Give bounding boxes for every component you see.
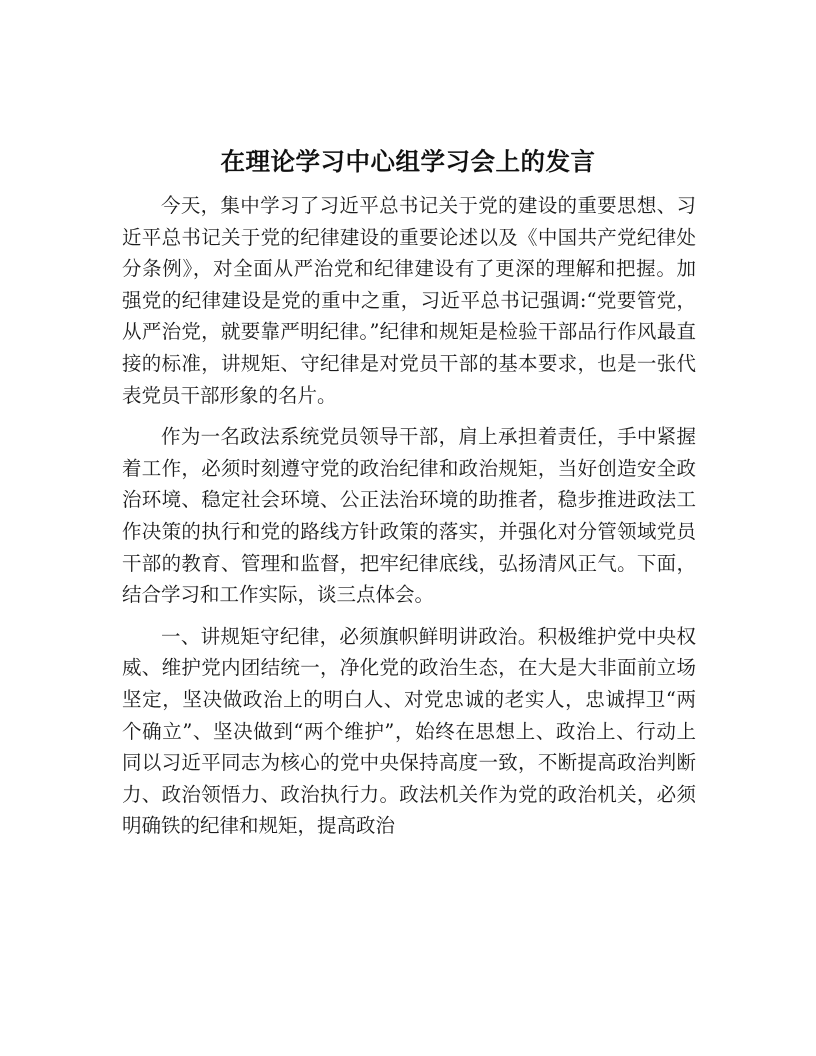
paragraph-point-one: 一、讲规矩守纪律，必须旗帜鲜明讲政治。积极维护党中央权威、维护党内团结统一，净化党的政治生态，在大是大非面前立场坚定，坚决做政治上的明白人、对党忠诚的老实人，忠诚捍卫“两个确立”、坚决做到“两个维护”，始终在思想上、政治上、行动上同以习近平同志为核心的党中央保持高度一致，不断提高政治判断力、政治领悟力、政治执行力。政法机关作为党的政治机关，必须明确铁的纪律和规矩，提高政治 — [122, 624, 696, 838]
paragraph-role: 作为一名政法系统党员领导干部，肩上承担着责任，手中紧握着工作，必须时刻遵守党的政治纪律和政治规矩，当好创造安全政治环境、稳定社会环境、公正法治环境的助推者，稳步推进政法工作决策的执行和党的路线方针政策的落实，并强化对分管领域党员干部的教育、管理和监督，把牢纪律底线，弘扬清风正气。下面，结合学习和工作实际，谈三点体会。 — [122, 425, 696, 607]
document-title: 在理论学习中心组学习会上的发言 — [220, 147, 596, 176]
document-body — [122, 190, 696, 852]
paragraph-intro: 今天，集中学习了习近平总书记关于党的建设的重要思想、习近平总书记关于党的纪律建设的重要论述以及《中国共产党纪律处分条例》，对全面从严治党和纪律建设有了更深的理解和把握。加强党的纪律建设是党的重中之重，习近平总书记强调:“党要管党，从严治党，就要靠严明纪律。”纪律和规矩是检验干部品行作风最直接的标准，讲规矩、守纪律是对党员干部的基本要求，也是一张代表党员干部形象的名片。 — [122, 194, 696, 407]
